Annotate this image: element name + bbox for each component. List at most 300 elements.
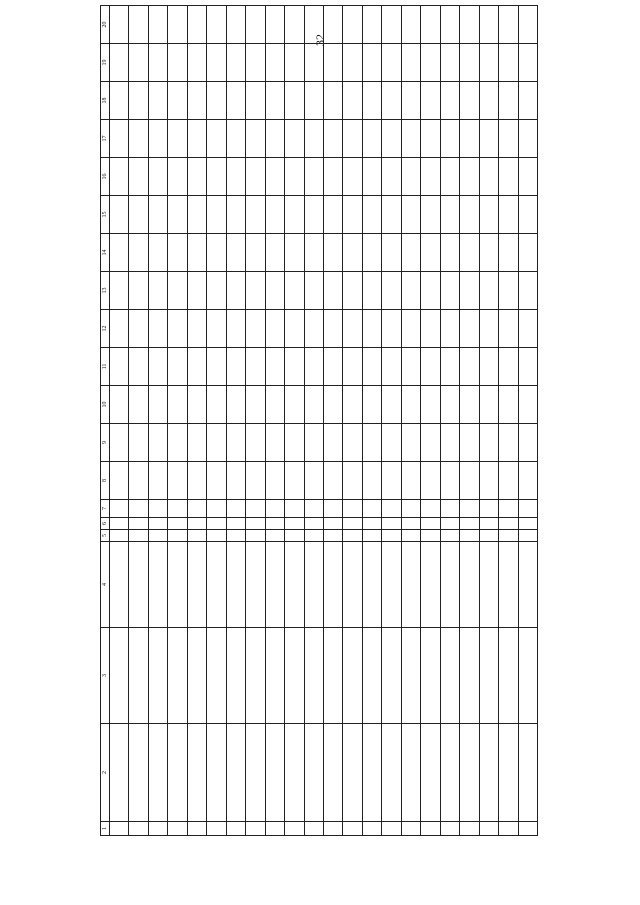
table-cell bbox=[148, 348, 167, 386]
table-row bbox=[382, 6, 401, 836]
table-cell bbox=[168, 158, 187, 196]
table-cell bbox=[460, 6, 479, 44]
table-cell bbox=[362, 530, 381, 542]
table-cell bbox=[499, 44, 518, 82]
table-cell bbox=[499, 542, 518, 628]
table-cell bbox=[187, 158, 206, 196]
table-row bbox=[168, 6, 187, 836]
table-cell bbox=[343, 348, 362, 386]
table-cell bbox=[246, 518, 265, 530]
table-cell bbox=[499, 158, 518, 196]
table-cell bbox=[479, 724, 498, 822]
table-cell bbox=[499, 196, 518, 234]
table-cell bbox=[343, 272, 362, 310]
table-cell bbox=[304, 310, 323, 348]
table-cell bbox=[110, 44, 129, 82]
table-cell bbox=[187, 724, 206, 822]
table-cell bbox=[207, 500, 226, 518]
table-cell bbox=[382, 348, 401, 386]
table-cell bbox=[518, 158, 537, 196]
table-cell bbox=[265, 822, 284, 836]
table-cell bbox=[110, 542, 129, 628]
table-row bbox=[148, 6, 167, 836]
table-cell bbox=[148, 158, 167, 196]
table-cell bbox=[499, 822, 518, 836]
table-cell bbox=[110, 120, 129, 158]
table-cell bbox=[110, 82, 129, 120]
table-cell bbox=[110, 196, 129, 234]
table-cell bbox=[362, 82, 381, 120]
table-cell bbox=[382, 310, 401, 348]
table-cell bbox=[401, 386, 420, 424]
table-cell bbox=[187, 424, 206, 462]
table-cell bbox=[362, 44, 381, 82]
table-cell bbox=[362, 196, 381, 234]
table-cell bbox=[110, 822, 129, 836]
table-cell bbox=[421, 628, 440, 724]
table-cell bbox=[479, 518, 498, 530]
table-cell bbox=[265, 234, 284, 272]
table-cell bbox=[265, 724, 284, 822]
table-cell bbox=[382, 542, 401, 628]
table-cell bbox=[518, 462, 537, 500]
table-cell bbox=[362, 724, 381, 822]
column-number-header: 7 bbox=[101, 500, 110, 518]
table-cell bbox=[265, 628, 284, 724]
table-cell bbox=[440, 272, 459, 310]
budget-table bbox=[100, 5, 538, 836]
table-cell bbox=[460, 530, 479, 542]
column-number-header: 15 bbox=[101, 196, 110, 234]
table-cell bbox=[129, 310, 148, 348]
table-cell bbox=[207, 348, 226, 386]
table-cell bbox=[323, 196, 342, 234]
table-cell bbox=[479, 6, 498, 44]
table-cell bbox=[518, 424, 537, 462]
table-cell bbox=[479, 530, 498, 542]
table-cell bbox=[304, 234, 323, 272]
table-cell bbox=[382, 196, 401, 234]
table-cell bbox=[479, 120, 498, 158]
table-cell bbox=[148, 462, 167, 500]
table-cell bbox=[246, 724, 265, 822]
table-cell bbox=[382, 724, 401, 822]
table-cell bbox=[421, 424, 440, 462]
table-cell bbox=[343, 6, 362, 44]
table-cell bbox=[421, 310, 440, 348]
table-cell bbox=[304, 724, 323, 822]
table-cell bbox=[265, 500, 284, 518]
table-cell bbox=[226, 424, 245, 462]
table-cell bbox=[187, 628, 206, 724]
table-cell bbox=[323, 348, 342, 386]
table-cell bbox=[323, 272, 342, 310]
table-cell bbox=[421, 82, 440, 120]
table-cell bbox=[421, 530, 440, 542]
table-cell bbox=[479, 234, 498, 272]
table-cell bbox=[499, 6, 518, 44]
table-cell bbox=[246, 272, 265, 310]
table-cell bbox=[148, 310, 167, 348]
table-cell bbox=[304, 348, 323, 386]
table-cell bbox=[401, 158, 420, 196]
table-cell bbox=[110, 158, 129, 196]
table-cell bbox=[382, 530, 401, 542]
table-cell bbox=[246, 822, 265, 836]
column-number-header: 10 bbox=[101, 386, 110, 424]
table-cell bbox=[265, 82, 284, 120]
table-cell bbox=[246, 628, 265, 724]
table-cell bbox=[285, 500, 304, 518]
table-cell bbox=[226, 500, 245, 518]
table-cell bbox=[401, 44, 420, 82]
table-cell bbox=[285, 310, 304, 348]
table-cell bbox=[362, 310, 381, 348]
table-cell bbox=[129, 530, 148, 542]
table-cell bbox=[207, 518, 226, 530]
table-cell bbox=[304, 386, 323, 424]
table-cell bbox=[148, 822, 167, 836]
table-cell bbox=[460, 158, 479, 196]
table-cell bbox=[265, 462, 284, 500]
table-row bbox=[110, 6, 129, 836]
table-cell bbox=[362, 158, 381, 196]
table-cell bbox=[226, 44, 245, 82]
table-cell bbox=[518, 44, 537, 82]
table-cell bbox=[207, 530, 226, 542]
table-cell bbox=[246, 234, 265, 272]
table-cell bbox=[479, 462, 498, 500]
table-cell bbox=[401, 628, 420, 724]
table-cell bbox=[323, 158, 342, 196]
column-number-header: 6 bbox=[101, 518, 110, 530]
table-cell bbox=[323, 6, 342, 44]
table-cell bbox=[382, 120, 401, 158]
table-cell bbox=[226, 530, 245, 542]
table-cell bbox=[479, 386, 498, 424]
table-cell bbox=[499, 120, 518, 158]
table-cell bbox=[460, 82, 479, 120]
column-number-header: 9 bbox=[101, 424, 110, 462]
table-cell bbox=[304, 44, 323, 82]
table-cell bbox=[168, 82, 187, 120]
table-cell bbox=[246, 82, 265, 120]
table-cell bbox=[129, 6, 148, 44]
table-cell bbox=[207, 234, 226, 272]
table-cell bbox=[207, 424, 226, 462]
table-cell bbox=[343, 120, 362, 158]
table-cell bbox=[129, 518, 148, 530]
table-cell bbox=[285, 542, 304, 628]
table-cell bbox=[304, 120, 323, 158]
table-cell bbox=[440, 348, 459, 386]
table-cell bbox=[148, 6, 167, 44]
table-cell bbox=[110, 310, 129, 348]
table-cell bbox=[518, 120, 537, 158]
table-cell bbox=[226, 158, 245, 196]
table-cell bbox=[401, 6, 420, 44]
table-cell bbox=[460, 724, 479, 822]
table-cell bbox=[440, 6, 459, 44]
table-cell bbox=[479, 822, 498, 836]
table-cell bbox=[285, 44, 304, 82]
table-cell bbox=[479, 82, 498, 120]
table-row bbox=[226, 6, 245, 836]
table-cell bbox=[304, 196, 323, 234]
table-cell bbox=[499, 310, 518, 348]
table-cell bbox=[110, 348, 129, 386]
table-cell bbox=[382, 500, 401, 518]
table-cell bbox=[246, 310, 265, 348]
table-cell bbox=[226, 82, 245, 120]
table-cell bbox=[246, 542, 265, 628]
table-cell bbox=[499, 462, 518, 500]
table-cell bbox=[323, 120, 342, 158]
table-cell bbox=[265, 272, 284, 310]
column-number-header: 18 bbox=[101, 82, 110, 120]
table-cell bbox=[246, 196, 265, 234]
table-cell bbox=[226, 348, 245, 386]
table-cell bbox=[362, 234, 381, 272]
table-cell bbox=[110, 234, 129, 272]
column-number-header: 1 bbox=[101, 822, 110, 836]
table-cell bbox=[421, 44, 440, 82]
table-cell bbox=[343, 234, 362, 272]
table-cell bbox=[499, 530, 518, 542]
table-cell bbox=[285, 234, 304, 272]
table-cell bbox=[362, 424, 381, 462]
table-cell bbox=[421, 120, 440, 158]
table-cell bbox=[499, 518, 518, 530]
table-cell bbox=[129, 386, 148, 424]
column-number-header: 16 bbox=[101, 158, 110, 196]
table-cell bbox=[187, 234, 206, 272]
table-cell bbox=[207, 462, 226, 500]
table-cell bbox=[440, 44, 459, 82]
table-cell bbox=[246, 424, 265, 462]
table-cell bbox=[246, 530, 265, 542]
table-cell bbox=[323, 462, 342, 500]
table-cell bbox=[518, 234, 537, 272]
table-cell bbox=[110, 424, 129, 462]
table-cell bbox=[343, 310, 362, 348]
table-cell bbox=[499, 724, 518, 822]
table-cell bbox=[304, 518, 323, 530]
table-cell bbox=[382, 518, 401, 530]
table-cell bbox=[362, 386, 381, 424]
table-cell bbox=[382, 82, 401, 120]
table-cell bbox=[382, 386, 401, 424]
table-cell bbox=[285, 158, 304, 196]
table-cell bbox=[168, 120, 187, 158]
table-cell bbox=[285, 724, 304, 822]
table-cell bbox=[518, 196, 537, 234]
table-cell bbox=[129, 500, 148, 518]
table-cell bbox=[518, 530, 537, 542]
table-cell bbox=[362, 822, 381, 836]
table-row bbox=[440, 6, 459, 836]
table-cell bbox=[382, 822, 401, 836]
table-cell bbox=[499, 628, 518, 724]
table-cell bbox=[421, 348, 440, 386]
table-cell bbox=[518, 500, 537, 518]
table-cell bbox=[207, 44, 226, 82]
table-cell bbox=[207, 628, 226, 724]
table-cell bbox=[460, 822, 479, 836]
table-cell bbox=[460, 542, 479, 628]
table-cell bbox=[343, 82, 362, 120]
table-cell bbox=[265, 120, 284, 158]
table-cell bbox=[304, 272, 323, 310]
table-cell bbox=[460, 628, 479, 724]
table-cell bbox=[187, 500, 206, 518]
table-cell bbox=[460, 44, 479, 82]
table-cell bbox=[129, 44, 148, 82]
table-cell bbox=[499, 272, 518, 310]
table-cell bbox=[401, 120, 420, 158]
table-cell bbox=[499, 500, 518, 518]
table-cell bbox=[168, 196, 187, 234]
table-cell bbox=[421, 272, 440, 310]
table-cell bbox=[265, 530, 284, 542]
table-cell bbox=[265, 44, 284, 82]
table-cell bbox=[226, 462, 245, 500]
table-cell bbox=[401, 530, 420, 542]
table-cell bbox=[226, 120, 245, 158]
table-cell bbox=[168, 462, 187, 500]
table-cell bbox=[207, 82, 226, 120]
table-cell bbox=[246, 6, 265, 44]
table-cell bbox=[148, 542, 167, 628]
table-cell bbox=[285, 822, 304, 836]
table-cell bbox=[246, 348, 265, 386]
table-cell bbox=[362, 6, 381, 44]
table-cell bbox=[129, 234, 148, 272]
column-number-header: 14 bbox=[101, 234, 110, 272]
table-cell bbox=[207, 158, 226, 196]
table-row bbox=[323, 6, 342, 836]
table-cell bbox=[401, 196, 420, 234]
table-cell bbox=[460, 386, 479, 424]
table-cell bbox=[479, 310, 498, 348]
table-cell bbox=[285, 82, 304, 120]
table-cell bbox=[187, 530, 206, 542]
column-number-header: 2 bbox=[101, 724, 110, 822]
table-cell bbox=[207, 310, 226, 348]
table-cell bbox=[246, 120, 265, 158]
table-cell bbox=[285, 120, 304, 158]
table-cell bbox=[382, 272, 401, 310]
table-cell bbox=[304, 158, 323, 196]
table-cell bbox=[343, 462, 362, 500]
column-number-header: 12 bbox=[101, 310, 110, 348]
table-cell bbox=[285, 462, 304, 500]
table-cell bbox=[460, 518, 479, 530]
table-cell bbox=[323, 542, 342, 628]
table-cell bbox=[440, 542, 459, 628]
table-cell bbox=[401, 310, 420, 348]
table-cell bbox=[421, 822, 440, 836]
column-number-header: 4 bbox=[101, 542, 110, 628]
table-cell bbox=[460, 120, 479, 158]
table-cell bbox=[304, 462, 323, 500]
table-cell bbox=[343, 424, 362, 462]
table-cell bbox=[246, 500, 265, 518]
table-cell bbox=[129, 424, 148, 462]
table-cell bbox=[440, 530, 459, 542]
table-cell bbox=[518, 724, 537, 822]
table-cell bbox=[304, 822, 323, 836]
table-cell bbox=[440, 724, 459, 822]
table-row bbox=[343, 6, 362, 836]
table-cell bbox=[440, 628, 459, 724]
table-cell bbox=[518, 310, 537, 348]
table-cell bbox=[226, 196, 245, 234]
table-cell bbox=[343, 44, 362, 82]
table-cell bbox=[401, 424, 420, 462]
table-cell bbox=[343, 196, 362, 234]
table-row bbox=[499, 6, 518, 836]
table-cell bbox=[382, 462, 401, 500]
table-cell bbox=[187, 44, 206, 82]
table-cell bbox=[479, 272, 498, 310]
table-cell bbox=[343, 530, 362, 542]
table-cell bbox=[207, 120, 226, 158]
table-cell bbox=[148, 628, 167, 724]
column-number-header: 17 bbox=[101, 120, 110, 158]
table-row bbox=[285, 6, 304, 836]
table-cell bbox=[110, 272, 129, 310]
table-cell bbox=[499, 82, 518, 120]
table-cell bbox=[148, 530, 167, 542]
table-cell bbox=[187, 386, 206, 424]
table-cell bbox=[148, 82, 167, 120]
table-cell bbox=[479, 628, 498, 724]
table-cell bbox=[421, 724, 440, 822]
table-cell bbox=[265, 424, 284, 462]
table-row bbox=[304, 6, 323, 836]
table-cell bbox=[148, 724, 167, 822]
table-cell bbox=[187, 822, 206, 836]
table-cell bbox=[168, 44, 187, 82]
table-cell bbox=[265, 518, 284, 530]
table-cell bbox=[460, 500, 479, 518]
table-cell bbox=[148, 386, 167, 424]
table-cell bbox=[304, 628, 323, 724]
table-cell bbox=[207, 542, 226, 628]
table-cell bbox=[265, 6, 284, 44]
table-cell bbox=[421, 196, 440, 234]
table-cell bbox=[187, 542, 206, 628]
table-cell bbox=[110, 386, 129, 424]
table-cell bbox=[265, 196, 284, 234]
table-cell bbox=[148, 518, 167, 530]
table-cell bbox=[187, 272, 206, 310]
table-cell bbox=[518, 348, 537, 386]
table-cell bbox=[343, 500, 362, 518]
table-cell bbox=[440, 158, 459, 196]
table-cell bbox=[168, 542, 187, 628]
table-cell bbox=[421, 158, 440, 196]
table-cell bbox=[187, 120, 206, 158]
table-cell bbox=[479, 542, 498, 628]
table-cell bbox=[499, 424, 518, 462]
table-cell bbox=[518, 518, 537, 530]
column-number-header: 11 bbox=[101, 348, 110, 386]
table-cell bbox=[129, 272, 148, 310]
table-cell bbox=[518, 628, 537, 724]
table-cell bbox=[304, 82, 323, 120]
